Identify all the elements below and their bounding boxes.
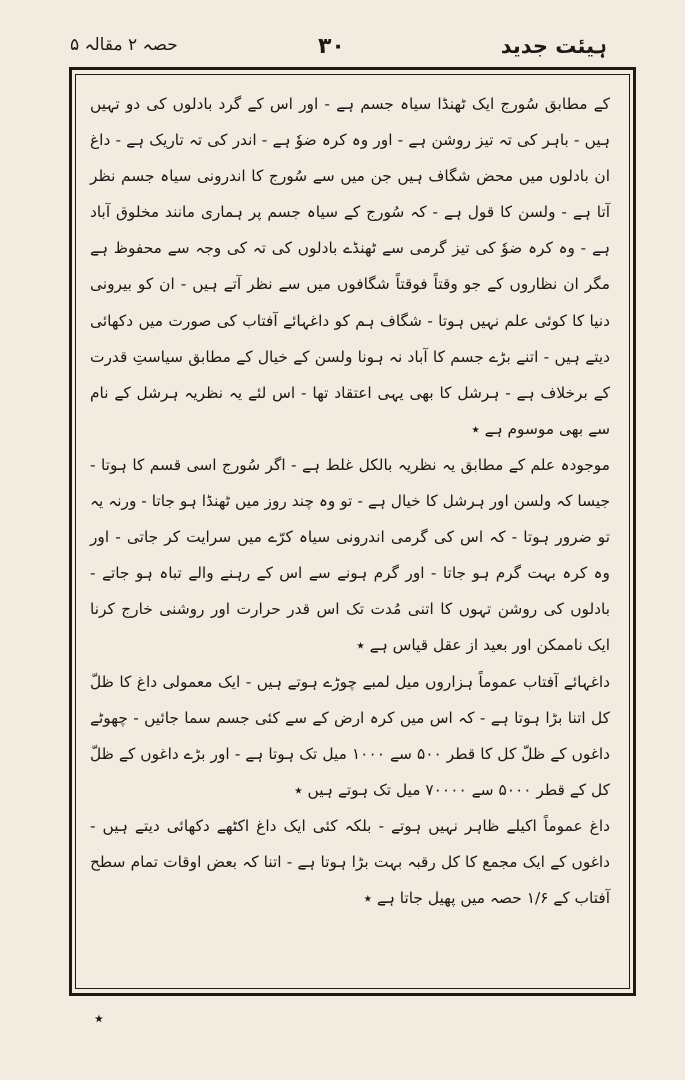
body-text	[90, 86, 610, 916]
margin-mark: ٭	[94, 1008, 104, 1029]
page-number: ۳۰	[318, 34, 345, 59]
paragraph-1: کے مطابق سُورج ایک ٹھنڈا سیاہ جسم ہے - اور اس کے گرد بادلوں کی دو تہیں ہیں - باہر کی تہ تیز روشن ہے - اور وہ کرہ ضوٗ ہے - اندر کی تہ تاریک ہے - داغ ان بادلوں میں محض شگاف ہیں جن میں سے سُورج کا اندرونی سیاہ جسم نظر آتا ہے - ولسن کا قول ہے - کہ سُورج کے سیاہ جسم پر ہماری مانند مخلوق آباد ہے - وہ کرہ ضوٗ کی تیز گرمی سے ٹھنڈے بادلوں کی تہ کی وجہ سے محفوظ ہے مگر ان نظاروں کے جو وقتاً فوقتاً شگافوں میں سے نظر آتے ہیں - ان کو بیرونی دنیا کا کوئی علم نہیں ہوتا - شگاف ہم کو داغہائے آفتاب کی صورت میں دکھائی دیتے ہیں - اتنے بڑے جسم کا آباد نہ ہونا ولسن کے خیال کے مطابق سیاستِ قدرت کے برخلاف ہے - ہرشل کا بھی یہی اعتقاد تھا - اس لئے یہ نظریہ ہرشل کے نام سے بھی موسوم ہے ٭	[90, 95, 610, 438]
paragraph-3: داغہائے آفتاب عموماً ہزاروں میل لمبے چوڑے ہوتے ہیں - ایک معمولی داغ کا ظلّ کل اتنا بڑا ہوتا ہے - کہ اس میں کرہ ارض کے سے کئی جسم سما جائیں - چھوٹے داغوں کے ظلّ کل کا قطر ۵۰۰ سے ۱۰۰۰ میل تک ہوتا ہے - اور بڑے داغوں کے ظلّ کل کے قطر ۵۰۰۰ سے ۷۰۰۰۰ میل تک ہوتے ہیں ٭	[90, 672, 610, 799]
paragraph-4: داغ عموماً اکیلے ظاہر نہیں ہوتے - بلکہ کئی ایک داغ اکٹھے دکھائی دیتے ہیں - داغوں کے ایک مجمع کا کل رقبہ بہت بڑا ہوتا ہے - اتنا کہ بعض اوقات تمام سطح آفتاب کے ۱/۶ حصہ میں پھیل جاتا ہے ٭	[90, 816, 610, 908]
running-header	[0, 28, 685, 68]
book-title: ہیئت جدید	[500, 34, 607, 58]
paragraph-2: موجودہ علم کے مطابق یہ نظریہ بالکل غلط ہے - اگر سُورج اسی قسم کا ہوتا - جیسا کہ ولسن اور ہرشل کا خیال ہے - تو وہ چند روز میں ٹھنڈا ہو جاتا - ورنہ یہ تو ضرور ہوتا - کہ اس کی گرمی اندرونی سیاہ کرّے میں سرایت کر جاتی - اور وہ کرہ بہت گرم ہو جاتا - اور گرم ہونے سے اس کے رہنے والے تباہ ہو جاتے - بادلوں کی روشن تہوں کا اتنی مُدت تک اس قدر حرارت اور روشنی خارج کرنا ایک ناممکن اور بعید از عقل قیاس ہے ٭	[90, 455, 610, 655]
section-label: حصہ ۲ مقالہ ۵	[70, 35, 178, 55]
